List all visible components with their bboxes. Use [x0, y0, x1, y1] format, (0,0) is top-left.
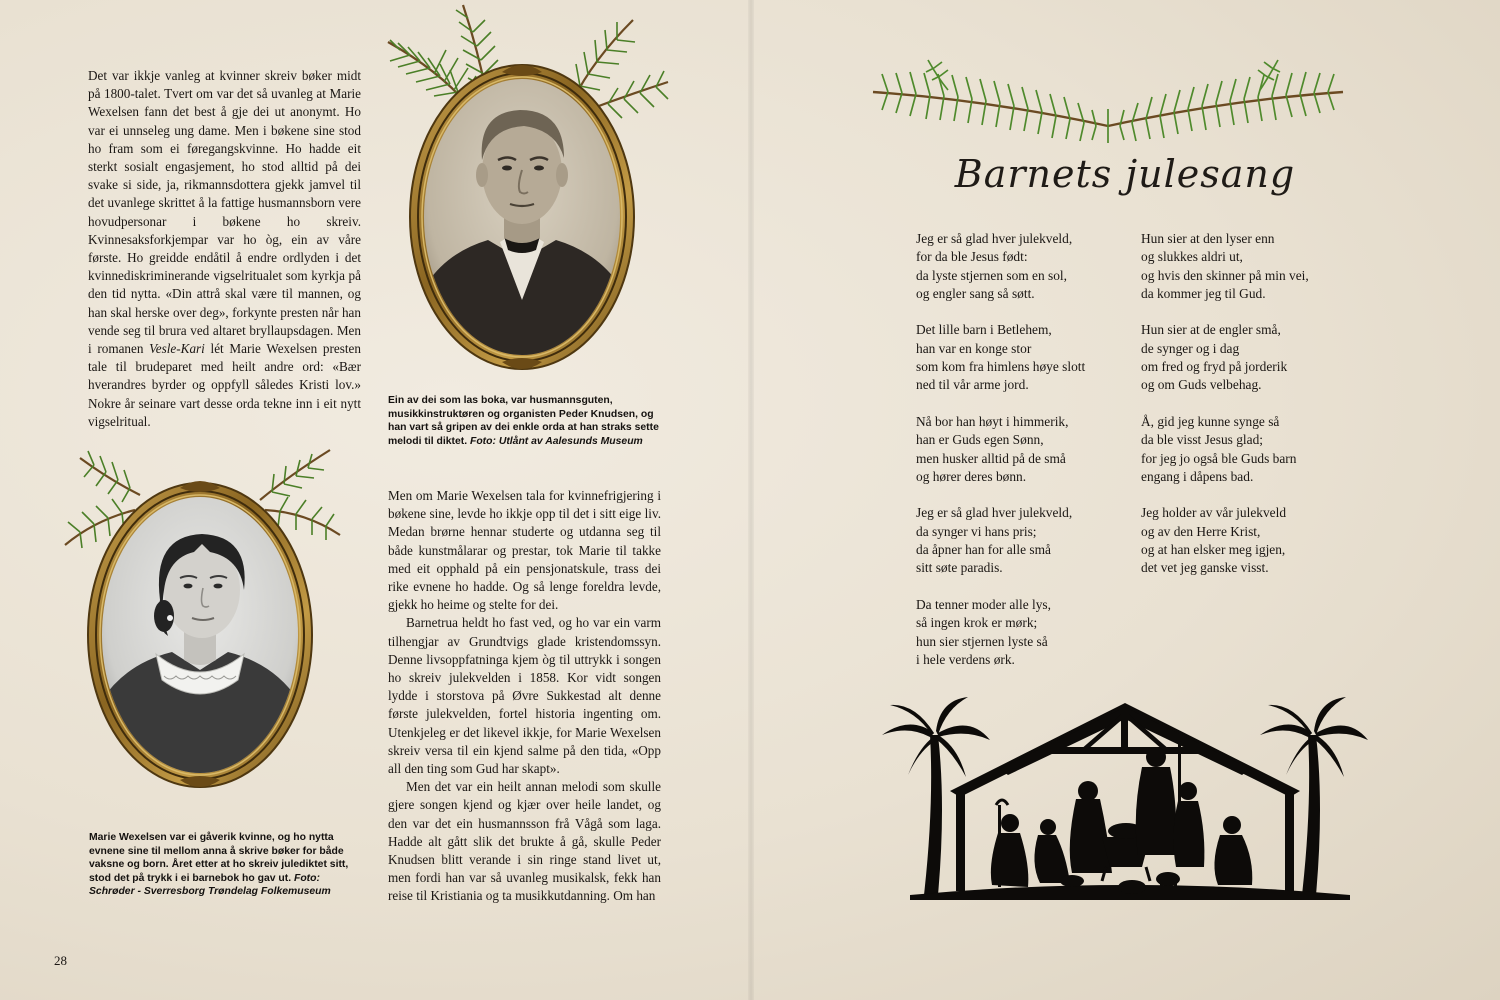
poem-column-left: [916, 230, 1126, 687]
poem-line: ned til vår arme jord.: [916, 377, 1029, 393]
poem-line: de synger og i dag: [1141, 340, 1240, 356]
marie-photo-credit: Foto: Schrøder - Sverresborg Trøndelag Folkemuseum: [89, 872, 331, 898]
column-2-paragraph-3: Men det var ein heilt annan melodi som skulle gjere songen kjend og kjær over heile landet, og den var det ein husmannsson frå Vågå som laga. Hadde alt gått slik det brukte å gå, skulle Peder Knudsen blitt verande i sin ringe stand livet ut, men fordi han var så uvanleg musikalsk, fekk han reise til Kristiania og ta musikkutdanning. Om han: [388, 779, 661, 904]
pine-garland: [868, 30, 1348, 160]
poem-line: i hele verdens ørk.: [916, 651, 1015, 667]
poem-line: Hun sier at de engler små,: [1141, 322, 1281, 338]
marie-caption: [89, 831, 353, 899]
poem-stanza: [1141, 504, 1361, 577]
poem-line: og engler sang så søtt.: [916, 285, 1035, 301]
poem-line: det vet jeg ganske visst.: [1141, 560, 1269, 576]
book-title: Vesle-Kari: [149, 341, 205, 357]
poem-line: og hvis den skinner på min vei,: [1141, 267, 1309, 283]
column-1-text-end: lét Marie Wexelsen presten tale til brudeparet med heilt andre ord: «Bær hverandres byrder og oppfyll således Kristi lov.» Nokre år seinare vart desse orda tekne inn i eit nytt vigselritual.: [88, 341, 362, 429]
poem-line: som kom fra himlens høye slott: [916, 359, 1086, 375]
poem-line: Å, gid jeg kunne synge så: [1141, 413, 1280, 429]
poem-line: Jeg er så glad hver julekveld,: [916, 231, 1073, 246]
article-column-2: [388, 487, 661, 906]
poem-stanza: [1141, 230, 1361, 303]
column-1-text: Det var ikkje vanleg at kvinner skreiv bøker midt på 1800-talet. Tvert om var det så uvanleg at Marie Wexelsen fann det best å gje dei ut anonymt. Ho var ei unnseleg ung dame. Men i bøkene sine stod ho fram som ei føregangskvinne. Ho hadde eit sterkt sosialt engasjement, ho stod alltid på dei svake si side, ja, rikmannsdottera gjekk jamvel til det uvanlege skrittet å la fattige husmannsborn vere hovudpersonar i bøkene ho skreiv. Kvinnesaksforkjempar var ho òg, ein av våre første. Ho greidde endåtil å endre ordlyden i det kvinnediskriminerande vigselritualet som kyrkja på den tid nytta. «Din attrå skal være til mannen, og han skal herske over deg», forkynte presten når han vende seg til brura ved altaret bryllaupsdagen. Men i romanen: [88, 68, 361, 357]
poem-title: Barnets julesang: [954, 152, 1296, 196]
poem-stanza: [916, 504, 1126, 577]
column-2-paragraph-2: Barnetrua heldt ho fast ved, og ho var ein varm tilhengjar av Grundtvigs glade kristendomssyn. Denne livsoppfatninga kjem òg til uttrykk i songen ho skreiv julekvelden i 1858. Kor vidt songen lydde i storstova på Øvre Sukkestad alt denne første julekvelden, fortel historia ingenting om. Utenkjeleg er det likevel ikkje, for Marie Wexelsen skreiv versa til ein kjend salme på den tida, «Opp all den ting som Gud har skapt».: [388, 615, 661, 777]
poem-line: for da ble Jesus født:: [916, 249, 1028, 265]
pine-garland-icon: [868, 30, 1348, 160]
poem-stanza: [916, 230, 1126, 303]
column-2-paragraph-1: Men om Marie Wexelsen tala for kvinnefrigjering i bøkene sine, levde ho ikkje opp til det i sitt eige liv. Medan brørne hennar studerte og utdanna seg til både kunstmålarar og prestar, tok Marie til takke med eit opphald på ein pensjonatskule, trass dei rike evnene ho hadde. Og så lenge foreldra levde, gjekk ho heime og stelte for dei.: [388, 488, 661, 613]
poem-stanza: [916, 321, 1126, 394]
poem-line: engang i dåpens bad.: [1141, 468, 1254, 484]
poem-line: og av den Herre Krist,: [1141, 523, 1261, 539]
article-column-1: [88, 67, 361, 431]
poem-line: da kommer jeg til Gud.: [1141, 285, 1266, 301]
poem-line: da åpner han for alle små: [916, 542, 1051, 558]
poem-line: Det lille barn i Betlehem,: [916, 322, 1052, 338]
poem-line: han er Guds egen Sønn,: [916, 432, 1044, 448]
poem-stanza: [1141, 321, 1361, 394]
poem-line: Da tenner moder alle lys,: [916, 596, 1051, 612]
poem-line: Jeg holder av vår julekveld: [1141, 505, 1287, 521]
poem-stanza: [1141, 413, 1361, 486]
poem-line: da ble visst Jesus glad;: [1141, 432, 1263, 448]
peder-caption-text: Ein av dei som las boka, var husmannsguten, musikkinstruktøren og organisten Peder Knudsen, og han vart så gripen av dei enkle orda at han straks sette melodi til diktet.: [388, 395, 659, 447]
poem-line: sitt søte paradis.: [916, 560, 1003, 576]
poem-line: hun sier stjernen lyste så: [916, 633, 1048, 649]
poem-column-right: [1141, 230, 1361, 596]
poem-line: for jeg jo også ble Guds barn: [1141, 450, 1297, 466]
poem-line: så ingen krok er mørk;: [916, 615, 1038, 631]
peder-knudsen-portrait: [378, 0, 678, 385]
poem-line: og om Guds velbehag.: [1141, 377, 1262, 393]
poem-stanza: [916, 596, 1126, 669]
nativity-silhouette: [880, 695, 1370, 905]
peder-photo-credit: Foto: Utlånt av Aalesunds Museum: [469, 435, 643, 447]
poem-line: da lyste stjernen som en sol,: [916, 267, 1067, 283]
poem-line: men husker alltid på de små: [916, 450, 1066, 466]
poem-line: og at han elsker meg igjen,: [1141, 542, 1286, 558]
poem-line: han var en konge stor: [916, 340, 1032, 356]
marie-wexelsen-portrait: [60, 440, 360, 815]
poem-stanza: [916, 413, 1126, 486]
marie-caption-text: Marie Wexelsen var ei gåverik kvinne, og ho nytta evnene sine til mellom anna å skrive bøker for både vaksne og born. Året etter at ho skreiv julediktet sitt, stod det på trykk i ei barnebok ho gav ut.: [89, 832, 349, 884]
poem-line: Nå bor han høyt i himmerik,: [916, 413, 1069, 429]
poem-line: og slukkes aldri ut,: [1141, 249, 1243, 265]
poem-line: om fred og fryd på jorderik: [1141, 359, 1288, 375]
nativity-scene-icon: [880, 695, 1370, 905]
peder-caption: [388, 394, 670, 448]
poem-line: da synger vi hans pris;: [916, 523, 1037, 539]
page-number: 28: [54, 953, 67, 968]
poem-line: Hun sier at den lyser enn: [1141, 231, 1275, 246]
poem-line: og hører deres bønn.: [916, 468, 1027, 484]
poem-line: Jeg er så glad hver julekveld,: [916, 505, 1073, 521]
